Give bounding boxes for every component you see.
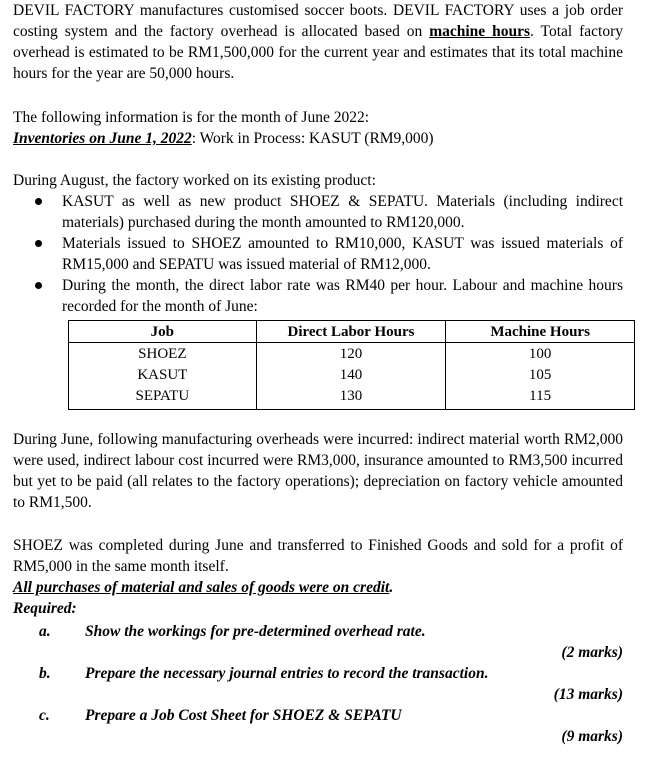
header-job: Job <box>69 321 257 343</box>
question-marks: (13 marks) <box>553 686 623 703</box>
august-section <box>13 170 623 317</box>
cell-labor: 120 <box>256 343 446 365</box>
cell-job: KASUT <box>69 364 257 385</box>
credit-note: All purchases of material and sales of goods were on credit. Required: <box>13 577 623 619</box>
june-info-heading: The following information is for the month of June 2022: <box>13 109 370 126</box>
august-bullet-list <box>13 191 623 317</box>
hours-table <box>68 320 635 410</box>
question-label: a. <box>39 623 51 640</box>
list-item: During the month, the direct labor rate was RM40 per hour. Labour and machine hours recorded for the month of June: <box>13 275 623 317</box>
table-row <box>69 343 635 365</box>
cell-labor: 130 <box>256 385 446 410</box>
required-label: Required: <box>13 600 77 617</box>
cell-machine: 105 <box>446 364 635 385</box>
header-machine-hours: Machine Hours <box>446 321 635 343</box>
cell-machine: 100 <box>446 343 635 365</box>
cell-job: SHOEZ <box>69 343 257 365</box>
inventories-label: Inventories on June 1, 2022 <box>13 130 192 147</box>
cell-machine: 115 <box>446 385 635 410</box>
june-info <box>13 107 623 149</box>
bullet-icon <box>35 198 42 205</box>
bullet-icon <box>35 282 42 289</box>
list-item: Materials issued to SHOEZ amounted to RM10,000, KASUT was issued materials of RM15,000 and SEPATU was issued material of RM12,000. <box>13 233 623 275</box>
intro-text-start: DEVIL FACTORY manufactures customised soccer boots. DEVIL FACTORY uses a job order costing system and the factory overhead is allocated based on <box>13 2 623 40</box>
cell-labor: 140 <box>256 364 446 385</box>
question-label: b. <box>39 665 51 682</box>
august-heading: During August, the factory worked on its existing product: <box>13 172 376 189</box>
header-labor-hours: Direct Labor Hours <box>256 321 446 343</box>
question-marks: (2 marks) <box>561 644 623 661</box>
question-text: Prepare the necessary journal entries to record the transaction. <box>85 665 489 682</box>
question-text: Show the workings for pre-determined overhead rate. <box>85 623 426 640</box>
inventories-text: : Work in Process: KASUT (RM9,000) <box>191 130 434 147</box>
table-row <box>69 364 635 385</box>
intro-text-end: . Total factory overhead is estimated to be RM1,500,000 for the current year and estimates that its total machine hours for the year are 50,000 hours. <box>13 23 624 82</box>
question-label: c. <box>39 707 50 724</box>
overheads-paragraph: During June, following manufacturing overheads were incurred: indirect material worth RM2,000 were used, indirect labour cost incurred were RM3,000, insurance amounted to RM3,500 incurred but yet to be paid (all relates to the factory operations); depreciation on factory vehicle amounted to RM1,500. <box>13 431 623 511</box>
table-header-row <box>69 321 635 343</box>
allocation-base: machine hours <box>429 23 531 40</box>
question-text: Prepare a Job Cost Sheet for SHOEZ & SEPATU <box>85 707 402 724</box>
bullet-icon <box>35 240 42 247</box>
cell-job: SEPATU <box>69 385 257 410</box>
intro-paragraph <box>13 0 623 84</box>
shoez-paragraph: SHOEZ was completed during June and transferred to Finished Goods and sold for a profit of RM5,000 in the same month itself. <box>13 537 623 575</box>
list-item: KASUT as well as new product SHOEZ & SEPATU. Materials (including indirect materials) purchased during the month amounted to RM120,000. <box>13 191 623 233</box>
table-row <box>69 385 635 410</box>
question-marks: (9 marks) <box>561 728 623 745</box>
